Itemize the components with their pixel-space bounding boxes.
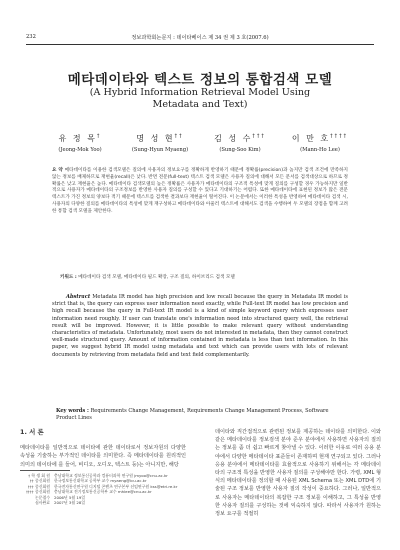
author-list: [40, 133, 360, 157]
author-mark: ††: [174, 133, 184, 140]
section-heading: 1. 서 론: [20, 428, 44, 436]
abstract-english-text: Metadata IR model has high precision and low recall because the query in Metadata IR model is strict that is, the query can express user information need exactly, while Full-text IR model has low precision and high recall because the query in Full-text IR model is a kind of simple keyword query which expresses user information need roughly. If user can translate one's information need into structured query well, the retrieval result will be improved. However, it is little possible to make relevant query without understanding characteristics of metadata. Unfortunately, most users do not interested in metadata, then they cannot construct well-made structured query. Amount of information contained in metadata is less than text information. In this paper, we suggest hybrid IR model using metadata and text which can provide users with lots of relevant documents by retrieving from metadata field and text field complementarily.: [52, 294, 348, 358]
footnote: [20, 500, 190, 505]
footnote-value: 충남대학교 전기정보통신공학부 교수 mhlee@cnu.ac.kr: [54, 489, 152, 495]
author-mark: †: [96, 133, 102, 140]
running-header: [26, 34, 374, 44]
header-rule: [26, 44, 374, 45]
abstract-korean: [52, 168, 348, 216]
author: [280, 133, 360, 153]
title-english-line2: Metadata and Text): [152, 99, 248, 110]
keywords-english-label: Key words :: [56, 408, 89, 414]
paper-title-korean: 메타데이타와 텍스트 정보의 통합검색 모델: [67, 72, 333, 88]
footnote-key: 논문접수: [34, 494, 50, 500]
footnote-key: †††† 종신회원: [25, 489, 50, 495]
footnote-value: 한국정보통신대학교 공학부 교수 myaeng@icu.ac.kr: [54, 478, 147, 484]
footnote-rule: [20, 470, 70, 471]
author-name-english: (Jeong-Mok Yoo): [58, 147, 102, 153]
title-english-line1: (A Hybrid Information Retrieval Model Using: [89, 87, 311, 98]
footnote-key: †† 종신회원: [29, 478, 50, 484]
footnote-value: 충남대학교 정보통신공학과 컴퓨터과학 연구원 jmyoo@cnu.ac.kr: [54, 473, 168, 478]
author-name-english: (Sung-Soo Kim): [219, 147, 261, 153]
paper-title-english: [0, 87, 400, 111]
footnote-value: 한국전자통신연구원 디지털 콘텐츠 연구본부 선임연구원 kss@etri.re.kr: [54, 483, 178, 489]
abstract-korean-label: 요 약: [52, 168, 63, 173]
footnote-key: † 학 생 회 원: [28, 473, 50, 478]
footnote-value: 2006년 5월 19일: [54, 494, 86, 500]
author-mark: †††: [252, 133, 266, 140]
body-text-left: 메타데이타를 일반적으로 데이타에 관한 데이타로서 정보자원의 다양한 속성을 기술하는 부가적인 데이타를 의미한다. 즉 메타데이타를 원리적인 의미의 데이타에 를 들어, 비디오, 오디오, 텍스트 등)는 아니지만, 해당: [20, 445, 186, 468]
author: [120, 133, 200, 153]
keywords-korean-label: 키워드 :: [60, 275, 77, 280]
journal-title: 정보과학회논문지 : 데이타베이스 제 34 권 제 3 호(2007.6): [131, 35, 269, 41]
author: [200, 133, 280, 153]
body-text-right: 데이타와 직간접적으로 관련된 정보를 제공하는 데이타를 의미한다. 이와 같은 메타데이타를 정보검색 분야 준우 분야에서 사용하면 사용자의 질의는 정보를 좀 더 쉽고 빠르게 찾아낼 수 있다. 이러한 이유로 여러 응용 분야에서 다양한 메타데이타 표준들이 존재하며 현재 연구되고 있다. 그러나 응용 분야에서 메타데이타를 효율적으로 사용하기 위해서는 각 메타데이타의 구조적 특성을 반영한 사용자 질의를 구성해야만 한다. 가령, XML 형식의 메타데이타를 정의할 때 사용된 XML Schema 또는 XML DTD에 기술된 구조 정보를 반영한 사용자 질의 작성이 중요하다. 그러나, 일반적으로 사용자는 메타데이타의 복잡한 구조 정보를 이해하고, 그 특성을 반영한 사용자 질의를 구성하는 것에 익숙하지 않다. 따라서 사용자가 원하는 정보 요구를 적절히: [215, 429, 382, 518]
author: [40, 133, 120, 153]
abstract-korean-text: 메타데이타를 이용한 검색모델은 질의에 사용자의 정보요구를 정확하게 반영하기 때문에 정확률(precision)과 높지만 검색 조건에 만족하지 않는 정보를 배제하므로 재현율(recall)은 낮다. 반면 전문(full-text) 텍스트 검색 모델은 사용자 질의에 대해서 모든 문서를 검색대상으로 하므로 정확률은 낮고 재현율은 높다. 메타데이타 검색모델의 높은 정확률은 사용자가 메타데이타의 구조적 특성에 맞게 질의를 구성할 경우 가능하지만 일반적으로 사용자가 메타데이타의 구조정보를 반영한 사용자 질의를 구성할 수 있다고 기대하기는 어렵다. 또한 메타데이타에 표현된 정보가 많은 전문 텍스트가 가진 정보의 양보다 적기 때문에 텍스트를 검색한 결과보다 재현율이 떨어진다. 이 논문에서는 이러한 특성을 반영하여 메타데이타 검색 시, 사용자의 다양한 질의를 메타데이타의 특성에 맞게 재구성하고 메타데이타와 아울러 텍스트에 대해서도 검색을 수행하여 두 모델의 장점을 함께 고려한 통합 검색 모델을 제안한다.: [52, 168, 348, 214]
footnote-value: 2007년 3월 28일: [54, 500, 86, 506]
body-left-column: [20, 428, 186, 469]
author-name-english: (Mann-Ho Lee): [300, 147, 340, 153]
body-right-column: [215, 428, 381, 518]
footnotes: [20, 473, 190, 505]
keywords-english-text: Requirements Change Management, Requirements Change Management Process, Software Product Lines: [56, 408, 329, 422]
author-name-english: (Sung-Hyun Myaeng): [131, 147, 189, 153]
abstract-english: [52, 294, 348, 359]
keywords-korean-text: 메타데이타 검색 모델, 메타데이타 필드 확장, 구조 질의, 하이브리드 검색 모델: [78, 275, 235, 280]
author-name-korean: 김 성 수: [214, 134, 253, 143]
keywords-english: [56, 408, 348, 422]
page-number: 232: [26, 34, 36, 40]
author-mark: ††††: [330, 133, 349, 140]
footnote-key: ††† 종신회원: [27, 483, 50, 489]
author-name-korean: 유 정 목: [58, 134, 97, 143]
footnote-key: 심사완료: [34, 500, 50, 506]
keywords-korean: [60, 274, 348, 280]
author-name-korean: 이 만 호: [291, 134, 331, 143]
author-name-korean: 명 성 현: [136, 134, 175, 143]
abstract-english-label: Abstract: [66, 294, 91, 300]
